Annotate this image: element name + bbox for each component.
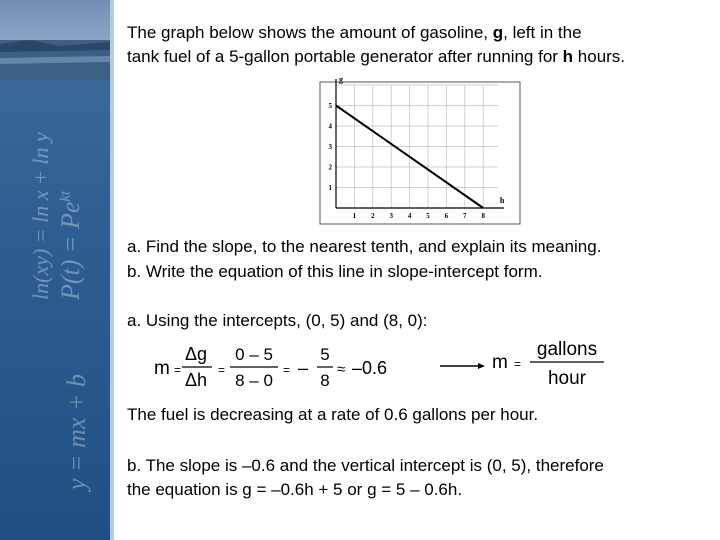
y-tick-label: 3 xyxy=(328,143,332,151)
var-g: g xyxy=(492,23,504,42)
x-tick-label: 1 xyxy=(352,212,357,220)
answer-b-line-2: the equation is g = –0.6h + 5 or g = 5 – 0.6h. xyxy=(127,480,463,499)
intro-line-2 xyxy=(127,46,625,68)
formula-growth-base: P(t) = Pe xyxy=(56,201,85,300)
arrow-head-icon xyxy=(478,363,485,369)
math-den1: 8 – 0 xyxy=(235,371,273,390)
question-b: b. Write the equation of this line in slope-intercept form. xyxy=(127,262,543,281)
intro-text: tank fuel of a 5-gallon portable generator after running for xyxy=(127,47,563,66)
y-axis-label: g xyxy=(339,75,343,84)
math-delta-h: Δh xyxy=(184,370,208,390)
formula-linear: y = mx + b xyxy=(62,374,91,490)
formula-log: ln(xy) = ln x + ln y xyxy=(28,132,53,300)
x-tick-label: 5 xyxy=(426,212,430,220)
math-eq: = xyxy=(283,363,291,377)
x-tick-label: 3 xyxy=(389,212,393,220)
landscape-photo xyxy=(0,0,110,80)
decorative-sidebar xyxy=(0,0,110,540)
x-tick-label: 4 xyxy=(407,212,412,220)
sidebar-divider xyxy=(110,0,114,540)
y-tick-label: 2 xyxy=(328,163,332,172)
y-tick-label: 1 xyxy=(328,184,332,192)
math-den2: 8 xyxy=(320,371,330,390)
fuel-graph xyxy=(320,75,520,224)
intro-text: hours. xyxy=(573,47,626,66)
math-result: –0.6 xyxy=(352,358,388,378)
intro-text: The graph below shows the amount of gasoline, xyxy=(127,23,493,42)
math-approx: ≈ xyxy=(337,361,346,378)
math-m: m xyxy=(492,352,508,373)
x-tick-label: 8 xyxy=(481,212,485,220)
y-tick-label: 4 xyxy=(328,122,332,131)
math-num2: 5 xyxy=(320,345,330,364)
x-tick-label: 7 xyxy=(463,212,467,220)
x-axis-label: h xyxy=(499,196,505,205)
intro-text: , left in the xyxy=(503,23,582,42)
x-tick-label: 6 xyxy=(444,212,449,220)
x-tick-label: 2 xyxy=(371,212,375,220)
formula-growth xyxy=(56,191,86,300)
formula-growth-exponent: kt xyxy=(57,190,74,202)
slope-calculation xyxy=(150,338,620,398)
question-a: a. Find the slope, to the nearest tenth, and explain its meaning. xyxy=(127,237,602,256)
math-delta-g: Δg xyxy=(184,344,208,364)
math-minus: – xyxy=(298,358,309,378)
answer-b-line-1: b. The slope is –0.6 and the vertical intercept is (0, 5), therefore xyxy=(127,456,604,475)
answer-a-meaning: The fuel is decreasing at a rate of 0.6 gallons per hour. xyxy=(127,405,539,424)
math-eq: = xyxy=(218,363,226,377)
intro-line-1 xyxy=(127,22,582,44)
y-tick-label: 5 xyxy=(328,102,332,110)
units-numerator: gallons xyxy=(536,339,598,360)
answer-a-intro: a. Using the intercepts, (0, 5) and (8, 0): xyxy=(127,311,428,330)
math-m: m xyxy=(154,358,170,379)
math-eq: = xyxy=(514,357,522,371)
var-h: h xyxy=(562,47,574,66)
math-eq: = xyxy=(174,363,182,377)
units-denominator: hour xyxy=(547,368,587,389)
math-num1: 0 – 5 xyxy=(235,345,273,364)
